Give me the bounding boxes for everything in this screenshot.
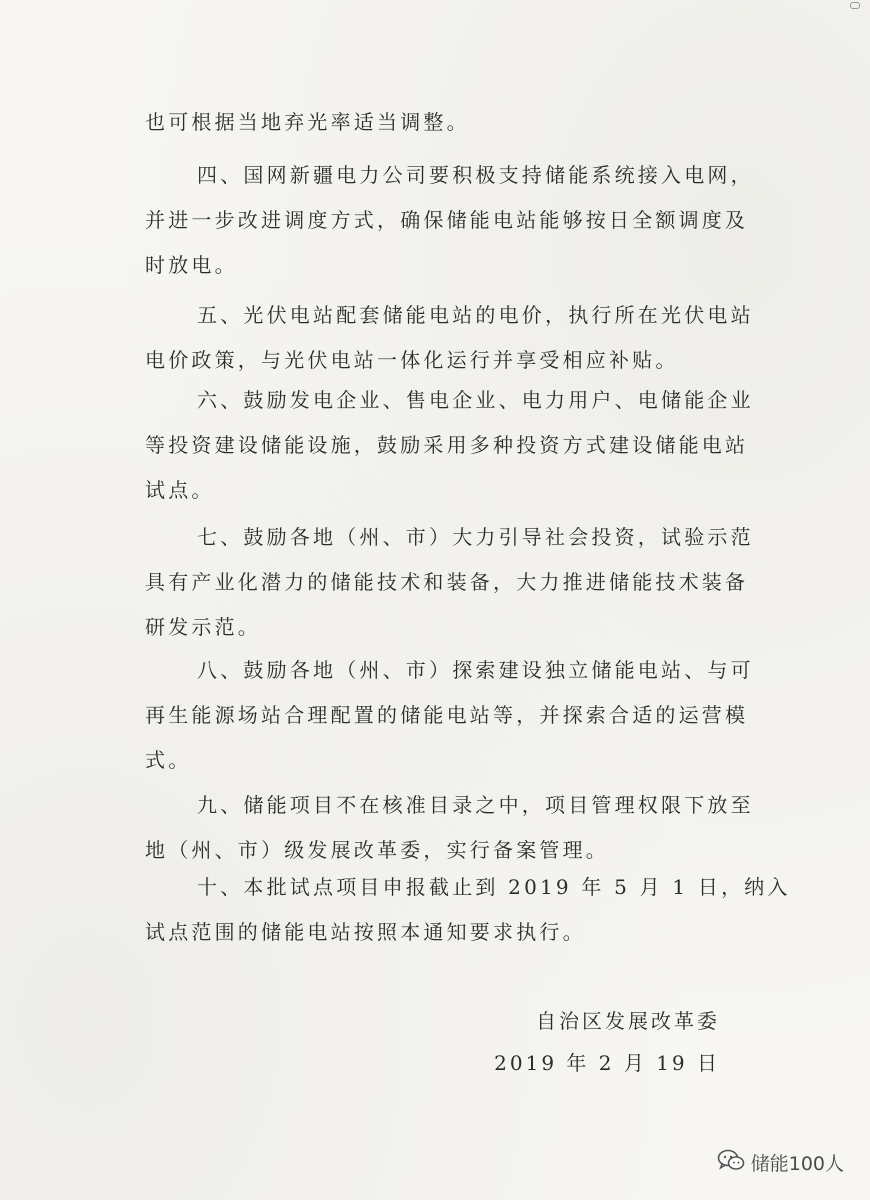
paragraph-item-10 (145, 865, 791, 955)
text-line: 等投资建设储能设施，鼓励采用多种投资方式建设储能电站 (145, 433, 749, 457)
text-line: 具有产业化潜力的储能技术和装备，大力推进储能技术装备 (145, 570, 749, 594)
text-line: 八、鼓励各地（州、市）探索建设独立储能电站、与可 (197, 658, 754, 682)
text-line: 十、本批试点项目申报截止到 2019 年 5 月 1 日，纳入 (197, 875, 791, 899)
text-line: 五、光伏电站配套储能电站的电价，执行所在光伏电站 (197, 303, 754, 327)
text-line: 四、国网新疆电力公司要积极支持储能系统接入电网， (197, 163, 754, 187)
text-line: 地（州、市）级发展改革委，实行备案管理。 (145, 838, 609, 862)
text-line: 试点。 (145, 478, 215, 502)
paragraph-item-6 (145, 378, 765, 513)
wechat-icon (717, 1149, 745, 1176)
text-line: 电价政策，与光伏电站一体化运行并享受相应补贴。 (145, 348, 679, 372)
paragraph-item-4 (145, 153, 765, 288)
page-edge-mark (850, 2, 860, 9)
text-line: 六、鼓励发电企业、售电企业、电力用户、电储能企业 (197, 388, 754, 412)
text-line: 七、鼓励各地（州、市）大力引导社会投资，试验示范 (197, 525, 754, 549)
watermark-text: 储能100人 (750, 1153, 844, 1175)
text-line: 九、储能项目不在核准目录之中，项目管理权限下放至 (197, 793, 754, 817)
paragraph-item-5 (145, 293, 765, 383)
signature-org: 自治区发展改革委 (536, 1009, 720, 1033)
watermark (717, 1149, 844, 1176)
paragraph-continuation (145, 100, 765, 145)
signature-date: 2019 年 2 月 19 日 (494, 1051, 720, 1075)
text-line: 也可根据当地弃光率适当调整。 (145, 110, 470, 134)
text-line: 试点范围的储能电站按照本通知要求执行。 (145, 920, 586, 944)
text-line: 研发示范。 (145, 615, 261, 639)
paragraph-item-9 (145, 783, 765, 873)
paragraph-item-7 (145, 515, 765, 650)
paragraph-item-8 (145, 648, 765, 783)
text-line: 时放电。 (145, 253, 238, 277)
text-line: 再生能源场站合理配置的储能电站等，并探索合适的运营模 (145, 703, 749, 727)
text-line: 式。 (145, 748, 192, 772)
text-line: 并进一步改进调度方式，确保储能电站能够按日全额调度及 (145, 208, 749, 232)
